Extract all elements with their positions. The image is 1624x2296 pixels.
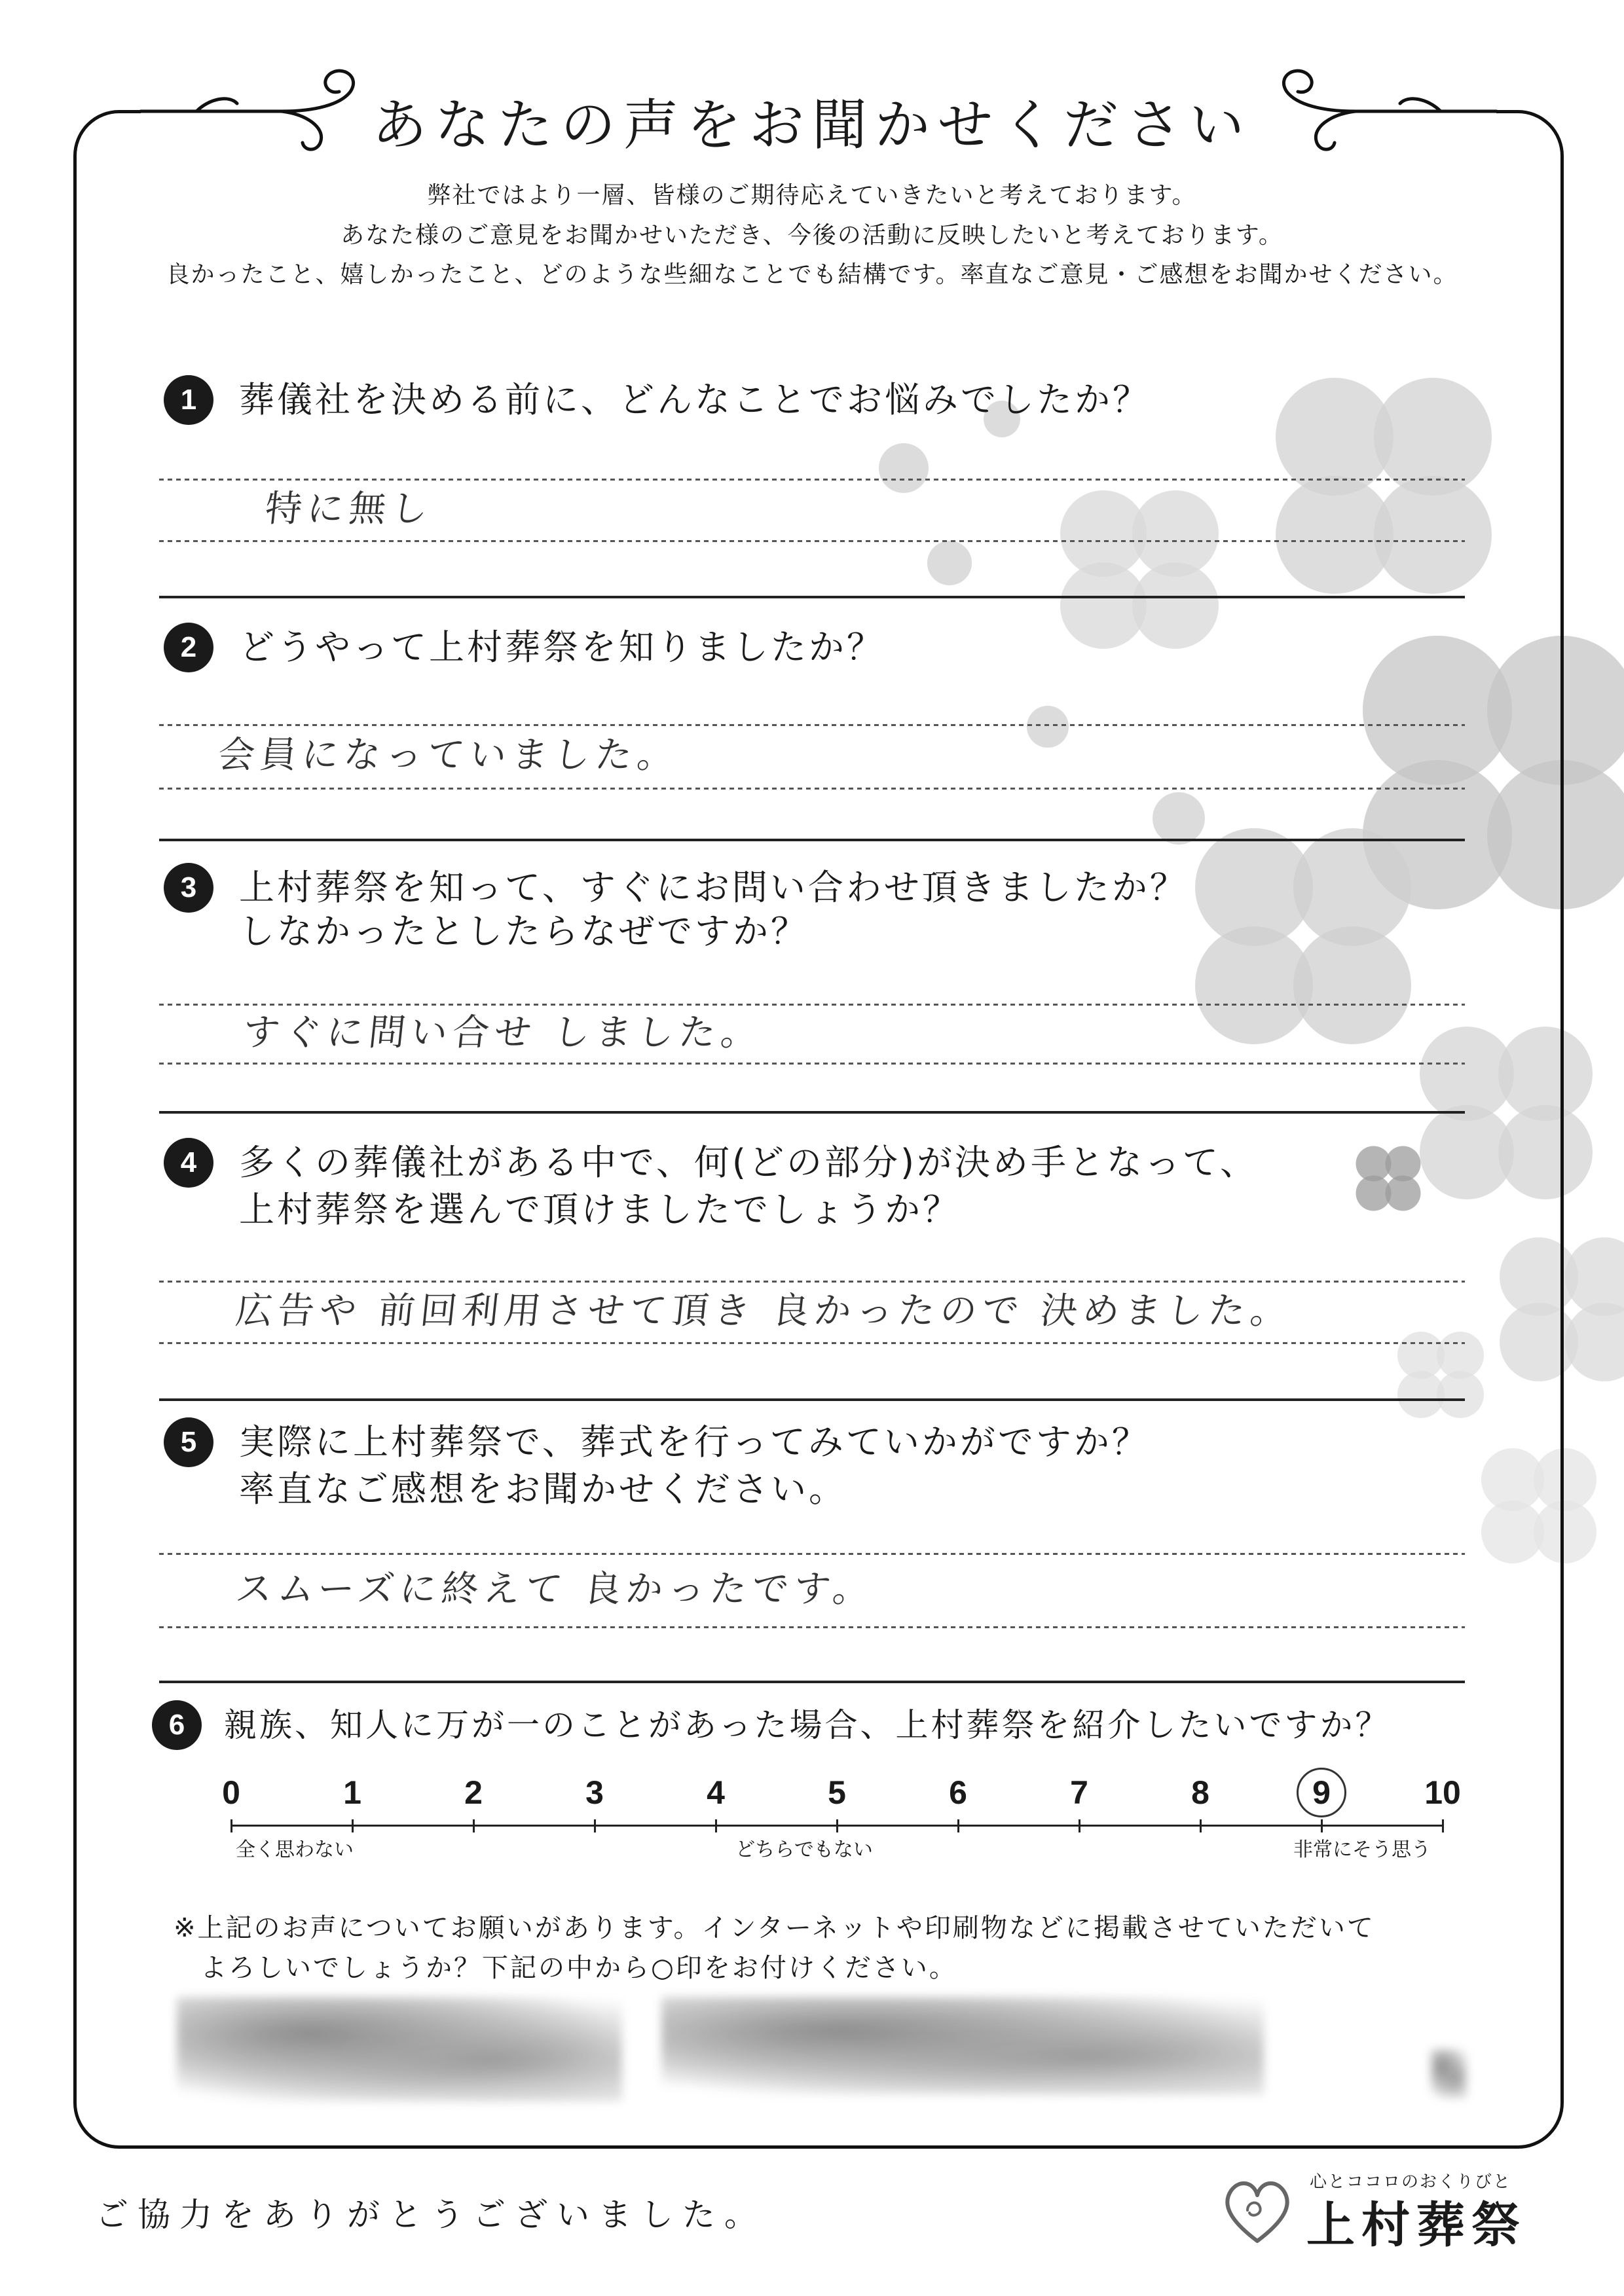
scale-tick (594, 1819, 596, 1832)
scale-number: 10 (1424, 1774, 1461, 1811)
intro-line: 弊社ではより一層、皆様のご期待応えていきたいと考えております。 (427, 182, 1197, 209)
question-number-badge: 4 (164, 1138, 213, 1188)
answer-guide-line (159, 788, 1465, 790)
scale-number: 6 (949, 1774, 967, 1811)
question-number-badge: 5 (164, 1417, 213, 1467)
thank-you-message: ご協力をありがとうございました。 (96, 2196, 766, 2234)
answer-guide-line (159, 1063, 1465, 1065)
answer-guide-line (159, 724, 1465, 726)
answer-guide-line (159, 1626, 1465, 1628)
redacted-area (1431, 2049, 1467, 2098)
scale-tick (1321, 1819, 1323, 1832)
scale-number: 9 (1312, 1774, 1331, 1811)
question-text: 率直なご感想をお聞かせください。 (239, 1468, 847, 1510)
scale-number: 7 (1070, 1774, 1088, 1811)
scale-number: 5 (828, 1774, 846, 1811)
selected-rating-circle (1297, 1768, 1346, 1817)
answer-guide-line (159, 1004, 1465, 1006)
section-divider (159, 1111, 1465, 1114)
scale-number: 4 (707, 1774, 725, 1811)
consent-note: ※上記のお声についてお願いがあります。インターネットや印刷物などに掲載させていただいて (174, 1913, 1375, 1943)
answer-guide-line (159, 1342, 1465, 1344)
question-number-badge: 6 (152, 1700, 202, 1750)
intro-line: 良かったこと、嬉しかったこと、どのような些細なことでも結構です。率直なご意見・ご感想をお聞かせください。 (166, 261, 1458, 288)
question-text: 多くの葬儀社がある中で、何(どの部分)が決め手となって、 (239, 1142, 1258, 1183)
answer-guide-line (159, 1553, 1465, 1555)
redacted-area (177, 1997, 622, 2102)
page-title: あなたの声をお聞かせください (371, 93, 1252, 157)
clover-petal (1565, 1303, 1624, 1381)
scale-tick (231, 1819, 232, 1832)
question-number-badge: 3 (164, 863, 213, 913)
section-divider (159, 839, 1465, 841)
scale-label-low: 全く思わない (236, 1838, 354, 1861)
scale-number: 8 (1191, 1774, 1209, 1811)
question-number-badge: 2 (164, 623, 213, 672)
scale-number: 2 (464, 1774, 483, 1811)
section-divider (159, 1398, 1465, 1401)
company-tagline: 心とココロのおくりびと (1310, 2172, 1512, 2192)
scale-number: 0 (222, 1774, 240, 1811)
question-text: 葬儀社を決める前に、どんなことでお悩みでしたか？ (239, 379, 1151, 420)
section-divider (159, 1681, 1465, 1683)
redacted-area (661, 1997, 1264, 2095)
scale-tick (957, 1819, 959, 1832)
question-text: 上村葬祭を知って、すぐにお問い合わせ頂きましたか？ (239, 867, 1188, 908)
consent-note: よろしいでしょうか？下記の中から○印をお付けください。 (200, 1953, 957, 1983)
question-text: どうやって上村葬祭を知りましたか？ (239, 627, 885, 668)
scale-label-high: 非常にそう思う (1293, 1838, 1431, 1861)
handwritten-answer: 特に無し (263, 488, 435, 530)
scale-number: 3 (585, 1774, 604, 1811)
scale-tick (1442, 1819, 1444, 1832)
scale-tick (836, 1819, 838, 1832)
scale-tick (1200, 1819, 1202, 1832)
rating-question-text: 親族、知人に万が一のことがあった場合、上村葬祭を紹介したいですか？ (224, 1706, 1391, 1744)
scale-tick (352, 1819, 354, 1832)
question-text: 上村葬祭を選んで頂けましたでしょうか？ (239, 1189, 961, 1230)
intro-line: あなた様のご意見をお聞かせいただき、今後の活動に反映したいと考えております。 (341, 222, 1283, 249)
answer-guide-line (159, 479, 1465, 481)
handwritten-answer: すぐに問い合せ しました。 (240, 1011, 766, 1054)
heart-icon (1218, 2172, 1297, 2251)
section-divider (159, 596, 1465, 598)
handwritten-answer: スムーズに終えて 良かったです。 (233, 1568, 877, 1611)
answer-guide-line (159, 540, 1465, 542)
handwritten-answer: 広告や 前回利用させて頂き 良かったので 決めました。 (233, 1290, 1295, 1332)
question-text: しなかったとしたらなぜですか？ (239, 911, 809, 952)
scale-number: 1 (343, 1774, 361, 1811)
scale-tick (473, 1819, 475, 1832)
question-text: 実際に上村葬祭で、葬式を行ってみていかがですか？ (239, 1421, 1150, 1463)
scale-tick (715, 1819, 717, 1832)
company-logo-text: 上村葬祭 (1306, 2197, 1526, 2253)
scale-tick (1079, 1819, 1080, 1832)
scale-label-middle: どちらでもない (735, 1838, 873, 1861)
question-number-badge: 1 (164, 375, 213, 425)
handwritten-answer: 会員になっていました。 (215, 734, 682, 776)
answer-guide-line (159, 1281, 1465, 1283)
